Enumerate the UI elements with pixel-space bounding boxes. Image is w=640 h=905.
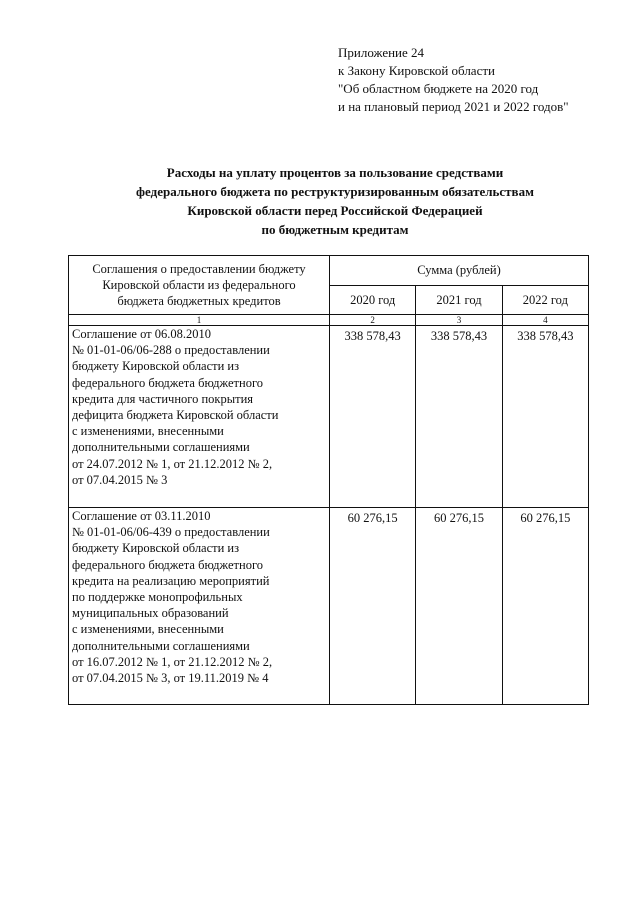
agreement-line: кредита на реализацию мероприятий [72, 573, 270, 588]
agreement-line: от 24.07.2012 № 1, от 21.12.2012 № 2, [72, 456, 273, 471]
agreement-line: бюджету Кировской области из [72, 541, 240, 556]
title-line: Кировской области перед Российской Федерацией [187, 203, 483, 218]
budget-table [68, 255, 589, 705]
appendix-line: Приложение 24 [338, 45, 425, 60]
agreement-line: с изменениями, внесенными [72, 622, 224, 637]
agreement-line: с изменениями, внесенными [72, 424, 224, 439]
agreement-line: муниципальных образований [72, 606, 229, 621]
header-agreements [69, 256, 330, 315]
amount-2020: 60 276,15 [330, 508, 416, 705]
title-line: Расходы на уплату процентов за пользование средствами [166, 165, 504, 180]
header-line: Соглашения о предоставлении бюджету [92, 261, 306, 276]
column-number: 4 [502, 315, 588, 326]
column-number: 2 [330, 315, 416, 326]
amount-2020: 338 578,43 [330, 326, 416, 508]
table-row [69, 326, 589, 508]
title-line: по бюджетным кредитам [261, 222, 409, 237]
agreement-line: дополнительными соглашениями [72, 638, 250, 653]
document-title [60, 163, 610, 239]
header-sum: Сумма (рублей) [330, 256, 589, 286]
agreement-line: кредита для частичного покрытия [72, 391, 254, 406]
appendix-line: и на плановый период 2021 и 2022 годов" [338, 99, 569, 114]
agreement-line: Соглашение от 06.08.2010 [72, 327, 212, 341]
header-row [69, 256, 589, 286]
agreement-line: федерального бюджета бюджетного [72, 375, 264, 390]
appendix-header [338, 44, 569, 116]
column-number: 3 [416, 315, 502, 326]
agreement-line: № 01-01-06/06-439 о предоставлении [72, 525, 270, 540]
table-row [69, 508, 589, 705]
appendix-line: к Закону Кировской области [338, 63, 495, 78]
header-line: Кировской области из федерального [102, 277, 296, 292]
agreement-line: от 16.07.2012 № 1, от 21.12.2012 № 2, [72, 654, 273, 669]
agreement-line: бюджету Кировской области из [72, 359, 240, 374]
amount-2021: 338 578,43 [416, 326, 502, 508]
header-year-2021: 2021 год [416, 285, 502, 315]
agreement-line: № 01-01-06/06-288 о предоставлении [72, 343, 270, 358]
agreement-line: дефицита бюджета Кировской области [72, 408, 279, 423]
agreement-line: Соглашение от 03.11.2010 [72, 509, 211, 523]
column-number: 1 [69, 315, 330, 326]
header-line: бюджета бюджетных кредитов [117, 294, 281, 309]
agreement-line: от 07.04.2015 № 3 [72, 472, 168, 487]
header-year-2022: 2022 год [502, 285, 588, 315]
title-line: федерального бюджета по реструктуризированным обязательствам [136, 184, 534, 199]
agreement-description [69, 326, 330, 508]
agreement-line: дополнительными соглашениями [72, 440, 250, 455]
agreement-description [69, 508, 330, 705]
amount-2022: 60 276,15 [502, 508, 588, 705]
agreement-line: по поддержке монопрофильных [72, 590, 243, 605]
header-year-2020: 2020 год [330, 285, 416, 315]
appendix-line: "Об областном бюджете на 2020 год [338, 81, 539, 96]
agreement-line: от 07.04.2015 № 3, от 19.11.2019 № 4 [72, 671, 269, 686]
column-numbers-row [69, 315, 589, 326]
amount-2021: 60 276,15 [416, 508, 502, 705]
agreement-line: федерального бюджета бюджетного [72, 557, 264, 572]
amount-2022: 338 578,43 [502, 326, 588, 508]
